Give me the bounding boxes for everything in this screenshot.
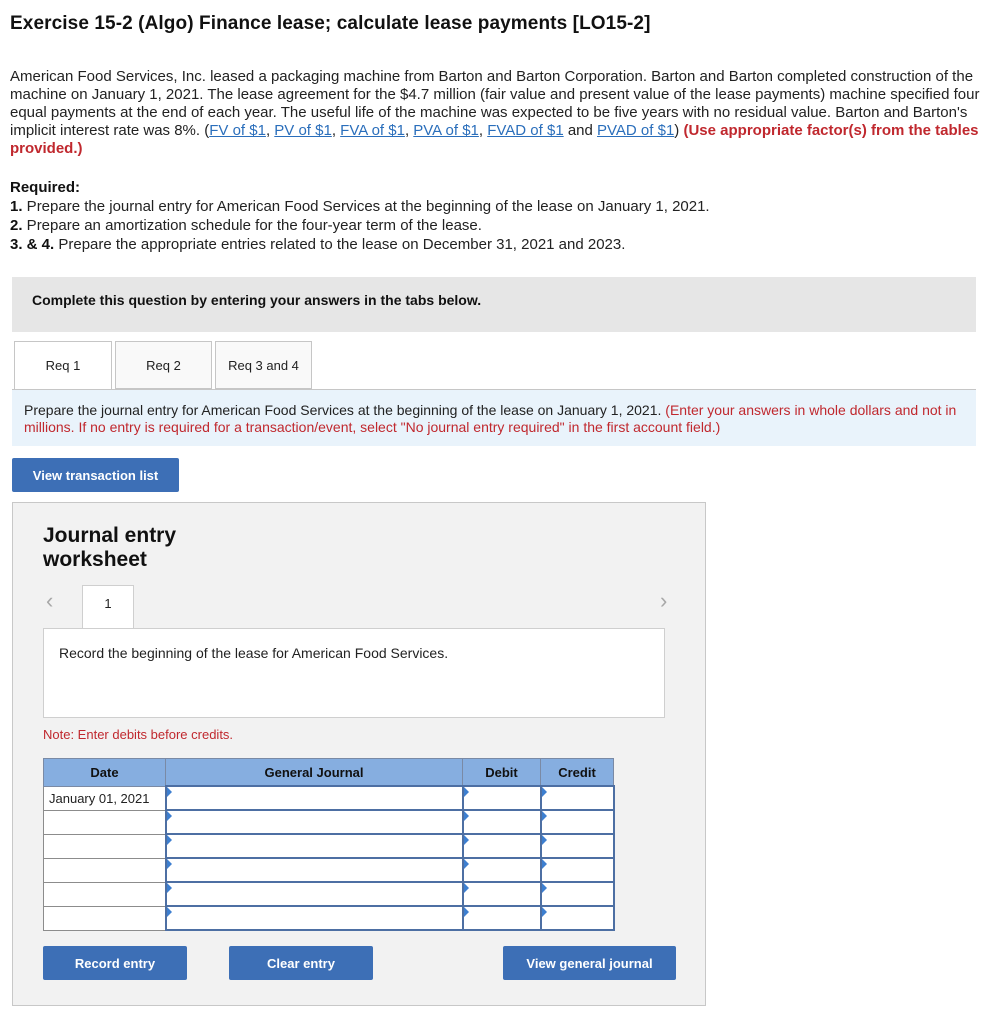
problem-text bbox=[10, 68, 995, 158]
credit-input[interactable] bbox=[541, 906, 614, 930]
link-pvad[interactable]: PVAD of $1 bbox=[597, 122, 675, 139]
instruction-note: (Enter your answers in whole dollars and not in millions. If no entry is required for a transaction/event, select "No journal entry required" in the first account field.) bbox=[24, 402, 957, 435]
tab-label: Req 1 bbox=[45, 358, 81, 373]
input-marker-icon bbox=[464, 883, 469, 893]
input-marker-icon bbox=[464, 811, 469, 821]
separator: , bbox=[265, 122, 275, 139]
view-general-journal-button[interactable]: View general journal bbox=[503, 946, 676, 980]
table-row bbox=[44, 810, 614, 834]
credit-input[interactable] bbox=[541, 858, 614, 882]
date-cell[interactable]: January 01, 2021 bbox=[44, 786, 166, 810]
input-marker-icon bbox=[464, 907, 469, 917]
tab-label: Req 3 and 4 bbox=[228, 357, 299, 373]
req-text-2: Prepare an amortization schedule for the four-year term of the lease. bbox=[22, 217, 482, 234]
input-marker-icon bbox=[542, 883, 547, 893]
input-marker-icon bbox=[542, 859, 547, 869]
date-cell[interactable] bbox=[44, 906, 166, 930]
clear-entry-button[interactable]: Clear entry bbox=[229, 946, 373, 980]
separator: , bbox=[478, 122, 488, 139]
req-text-3: Prepare the appropriate entries related to the lease on December 31, 2021 and 2023. bbox=[54, 236, 626, 253]
banner-text: Complete this question by entering your answers in the tabs below. bbox=[32, 292, 482, 308]
chevron-right-icon[interactable]: › bbox=[660, 588, 668, 613]
col-date: Date bbox=[44, 759, 166, 787]
record-entry-button[interactable]: Record entry bbox=[43, 946, 187, 980]
factor-note: (Use appropriate factor(s) from the tables provided.) bbox=[10, 122, 979, 157]
credit-input[interactable] bbox=[541, 834, 614, 858]
journal-header-row bbox=[44, 759, 614, 787]
worksheet-title-line2: worksheet bbox=[43, 548, 147, 571]
debit-input[interactable] bbox=[463, 882, 541, 906]
dropdown-marker-icon bbox=[167, 811, 172, 821]
link-pv[interactable]: PV of $1 bbox=[274, 122, 332, 139]
debit-input[interactable] bbox=[463, 810, 541, 834]
account-input[interactable] bbox=[166, 786, 463, 810]
problem-body: American Food Services, Inc. leased a packaging machine from Barton and Barton Corporation. Barton and Barton completed construction of the machine on January 1, 2021. The lease agreement for the $4.7 million (fair value and present value of the lease payments) machine specified four equal payments at the end of each year. The useful life of the machine was expected to be five years with no residual value. Barton and Barton's implicit interest rate was 8%. ( bbox=[10, 68, 980, 139]
credit-input[interactable] bbox=[541, 882, 614, 906]
req-num-2: 2. bbox=[10, 217, 23, 234]
debit-input[interactable] bbox=[463, 906, 541, 930]
col-general-journal: General Journal bbox=[166, 759, 463, 787]
input-marker-icon bbox=[464, 835, 469, 845]
account-input[interactable] bbox=[166, 906, 463, 930]
req-text-1: Prepare the journal entry for American Food Services at the beginning of the lease on January 1, 2021. bbox=[22, 198, 710, 215]
dropdown-marker-icon bbox=[167, 835, 172, 845]
account-input[interactable] bbox=[166, 858, 463, 882]
account-input[interactable] bbox=[166, 882, 463, 906]
dropdown-marker-icon bbox=[167, 907, 172, 917]
debit-input[interactable] bbox=[463, 834, 541, 858]
tabs-banner bbox=[12, 277, 976, 332]
chevron-left-icon[interactable]: ‹ bbox=[46, 588, 54, 613]
table-row bbox=[44, 882, 614, 906]
separator: , bbox=[331, 122, 341, 139]
date-cell[interactable] bbox=[44, 858, 166, 882]
table-row bbox=[44, 786, 614, 810]
col-credit: Credit bbox=[541, 759, 614, 787]
col-debit: Debit bbox=[463, 759, 541, 787]
page-tab-1[interactable] bbox=[82, 585, 134, 629]
input-marker-icon bbox=[542, 907, 547, 917]
separator: , bbox=[404, 122, 414, 139]
date-cell[interactable] bbox=[44, 810, 166, 834]
record-description-box bbox=[43, 628, 665, 718]
debits-note: Note: Enter debits before credits. bbox=[43, 727, 234, 742]
date-cell[interactable] bbox=[44, 834, 166, 858]
account-input[interactable] bbox=[166, 834, 463, 858]
credit-input[interactable] bbox=[541, 810, 614, 834]
instruction-text: Prepare the journal entry for American Food Services at the beginning of the lease on January 1, 2021. bbox=[24, 402, 666, 418]
tab-label: Req 2 bbox=[146, 357, 181, 373]
required-heading: Required: bbox=[10, 179, 81, 196]
req-num-1: 1. bbox=[10, 198, 23, 215]
date-cell[interactable] bbox=[44, 882, 166, 906]
input-marker-icon bbox=[542, 787, 547, 797]
debit-input[interactable] bbox=[463, 786, 541, 810]
separator-and: and bbox=[563, 122, 598, 139]
req-num-3: 3. & 4. bbox=[10, 236, 55, 253]
record-description: Record the beginning of the lease for American Food Services. bbox=[59, 645, 449, 661]
dropdown-marker-icon bbox=[167, 883, 172, 893]
account-input[interactable] bbox=[166, 810, 463, 834]
table-row bbox=[44, 906, 614, 930]
debit-input[interactable] bbox=[463, 858, 541, 882]
exercise-title: Exercise 15-2 (Algo) Finance lease; calculate lease payments [LO15-2] bbox=[10, 13, 651, 34]
link-fv[interactable]: FV of $1 bbox=[209, 122, 266, 139]
page-number: 1 bbox=[104, 596, 112, 611]
input-marker-icon bbox=[542, 835, 547, 845]
credit-input[interactable] bbox=[541, 786, 614, 810]
dropdown-marker-icon bbox=[167, 859, 172, 869]
journal-table bbox=[43, 758, 615, 931]
dropdown-marker-icon bbox=[167, 787, 172, 797]
worksheet-title-line1: Journal entry bbox=[43, 524, 177, 547]
tab-req-3-and-4[interactable] bbox=[215, 341, 312, 389]
close-paren: ) bbox=[674, 122, 684, 139]
link-fvad[interactable]: FVAD of $1 bbox=[487, 122, 564, 139]
table-row bbox=[44, 834, 614, 858]
tab-req-2[interactable] bbox=[115, 341, 212, 389]
link-fva[interactable]: FVA of $1 bbox=[340, 122, 405, 139]
view-transaction-list-button[interactable]: View transaction list bbox=[12, 458, 179, 492]
link-pva[interactable]: PVA of $1 bbox=[413, 122, 479, 139]
input-marker-icon bbox=[464, 787, 469, 797]
required-section bbox=[10, 178, 710, 254]
worksheet-title bbox=[43, 524, 176, 572]
instruction-box bbox=[12, 390, 976, 446]
tab-req-1[interactable] bbox=[14, 341, 112, 389]
table-row bbox=[44, 858, 614, 882]
input-marker-icon bbox=[542, 811, 547, 821]
input-marker-icon bbox=[464, 859, 469, 869]
